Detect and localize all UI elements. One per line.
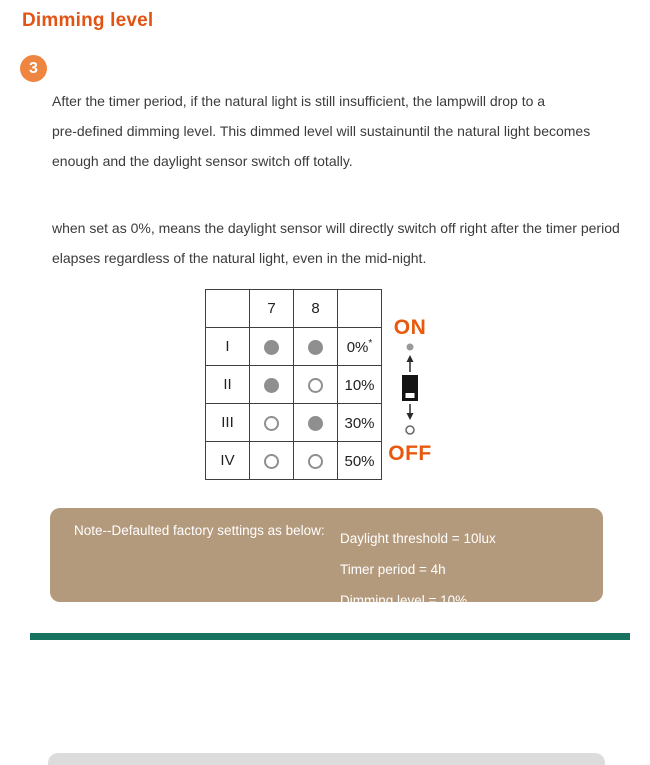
state-dot-icon — [264, 454, 279, 469]
dip-position-cell — [294, 328, 338, 366]
state-dot-icon — [308, 378, 323, 393]
dip-position-cell — [250, 442, 294, 480]
dimming-value-cell — [338, 442, 382, 480]
row-label: I — [206, 328, 250, 366]
note-setting-dimming-level: Dimming level = 10% — [340, 593, 468, 608]
paragraph-line: pre-defined dimming level. This dimmed level will sustainuntil the natural light becomes — [52, 123, 591, 139]
dip-position-cell — [250, 366, 294, 404]
dimming-value: 50% — [344, 452, 375, 470]
state-dot-icon — [264, 340, 279, 355]
dip-position-cell — [294, 442, 338, 480]
table-row — [206, 328, 382, 366]
note-intro-text: Note--Defaulted factory settings as below: — [74, 523, 325, 538]
dimming-value: 10% — [344, 376, 375, 394]
off-label: OFF — [388, 442, 432, 465]
factory-settings-note — [50, 508, 603, 608]
dimming-value: 0% — [346, 338, 369, 356]
slide-switch-diagram — [381, 316, 439, 466]
state-dot-icon — [308, 340, 323, 355]
paragraph-line: enough and the daylight sensor switch off totally. — [52, 153, 353, 169]
dip-switch-settings-table — [205, 289, 382, 480]
dimming-value-cell — [338, 404, 382, 442]
off-position-circle-icon — [406, 426, 414, 434]
asterisk: * — [368, 337, 373, 349]
table-header-cell-8: 8 — [294, 290, 338, 328]
table-header-cell — [206, 290, 250, 328]
dimming-value-cell — [338, 328, 382, 366]
row-label: IV — [206, 442, 250, 480]
dip-position-cell — [294, 404, 338, 442]
dip-position-cell — [250, 328, 294, 366]
paragraph-dimming-description — [52, 86, 590, 176]
up-arrow-icon — [407, 355, 414, 362]
note-settings-list — [340, 523, 496, 616]
down-arrow-icon — [407, 413, 414, 420]
on-label: ON — [393, 316, 427, 339]
table-row — [206, 366, 382, 404]
section-divider-bar — [30, 633, 630, 640]
page-title: Dimming level — [22, 10, 154, 31]
dip-position-cell — [250, 404, 294, 442]
table-row — [206, 442, 382, 480]
table-header-cell-7: 7 — [250, 290, 294, 328]
slide-switch-icon — [399, 342, 421, 440]
table-header-cell — [338, 290, 382, 328]
dip-position-cell — [294, 366, 338, 404]
state-dot-icon — [264, 378, 279, 393]
paragraph-zero-percent-note — [52, 213, 620, 273]
paragraph-line: After the timer period, if the natural light is still insufficient, the lampwill drop to a — [52, 93, 546, 109]
next-section-box-partial — [48, 753, 605, 765]
row-label: II — [206, 366, 250, 404]
note-setting-daylight-threshold: Daylight threshold = 10lux — [340, 531, 496, 546]
on-position-dot-icon — [407, 344, 414, 351]
dimming-value: 30% — [344, 414, 375, 432]
table-header-row — [206, 290, 382, 328]
paragraph-line: elapses regardless of the natural light, even in the mid-night. — [52, 250, 427, 266]
state-dot-icon — [308, 454, 323, 469]
note-setting-timer-period: Timer period = 4h — [340, 562, 446, 577]
switch-knob-icon — [406, 393, 415, 398]
row-label: III — [206, 404, 250, 442]
state-dot-icon — [264, 416, 279, 431]
paragraph-line: when set as 0%, means the daylight sensor will directly switch off right after the timer period — [52, 220, 620, 236]
table-row — [206, 404, 382, 442]
dimming-value-cell — [338, 366, 382, 404]
step-number: 3 — [29, 59, 38, 77]
step-number-badge — [20, 55, 47, 82]
state-dot-icon — [308, 416, 323, 431]
